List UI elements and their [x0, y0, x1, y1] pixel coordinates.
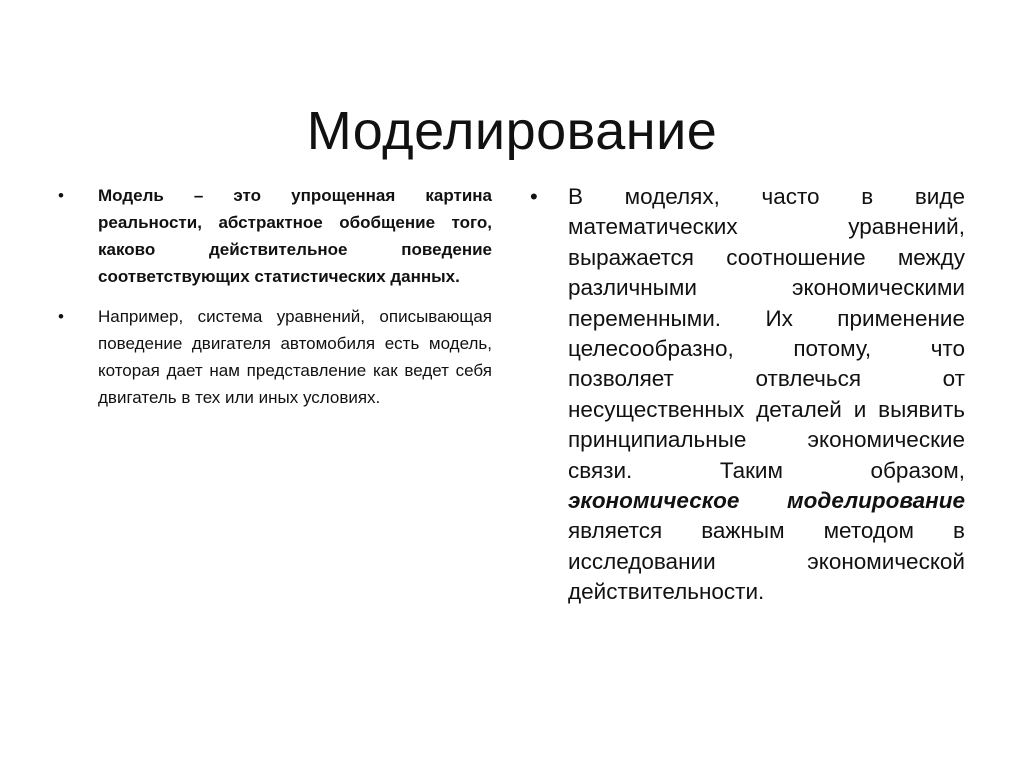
bullet-text: Например, система уравнений, описывающая поведение двигателя автомобиля есть модель, которая дает нам представление как ведет себя двигатель в тех или иных условиях. — [98, 307, 492, 407]
bullet-text-part: является важным методом в исследовании экономической действительности. — [568, 518, 965, 605]
bullet-dot-icon: • — [58, 186, 64, 205]
bullet-text — [568, 182, 965, 608]
bullet-item-economic-modeling — [528, 182, 965, 608]
bullet-dot-icon: • — [530, 184, 538, 209]
bullet-item-model-definition — [58, 182, 492, 290]
left-column — [58, 182, 492, 411]
bullet-item-example — [58, 303, 492, 411]
bullet-text-part: В моделях, часто в виде математических уравнений, выражается соотношение между различными экономическими переменными. Их применение целесообразно, потому, что позволяет отвлечься от несущественных деталей и выявить принципиальные экономические связи. Таким образом, — [568, 184, 965, 483]
emphasized-term: экономическое моделирование — [568, 488, 965, 514]
bullet-text: Модель – это упрощенная картина реальности, абстрактное обобщение того, каково действительное поведение соответствующих статистических данных. — [98, 186, 492, 286]
bullet-dot-icon: • — [58, 307, 64, 326]
slide-title: Моделирование — [306, 101, 718, 162]
right-column — [528, 182, 965, 608]
